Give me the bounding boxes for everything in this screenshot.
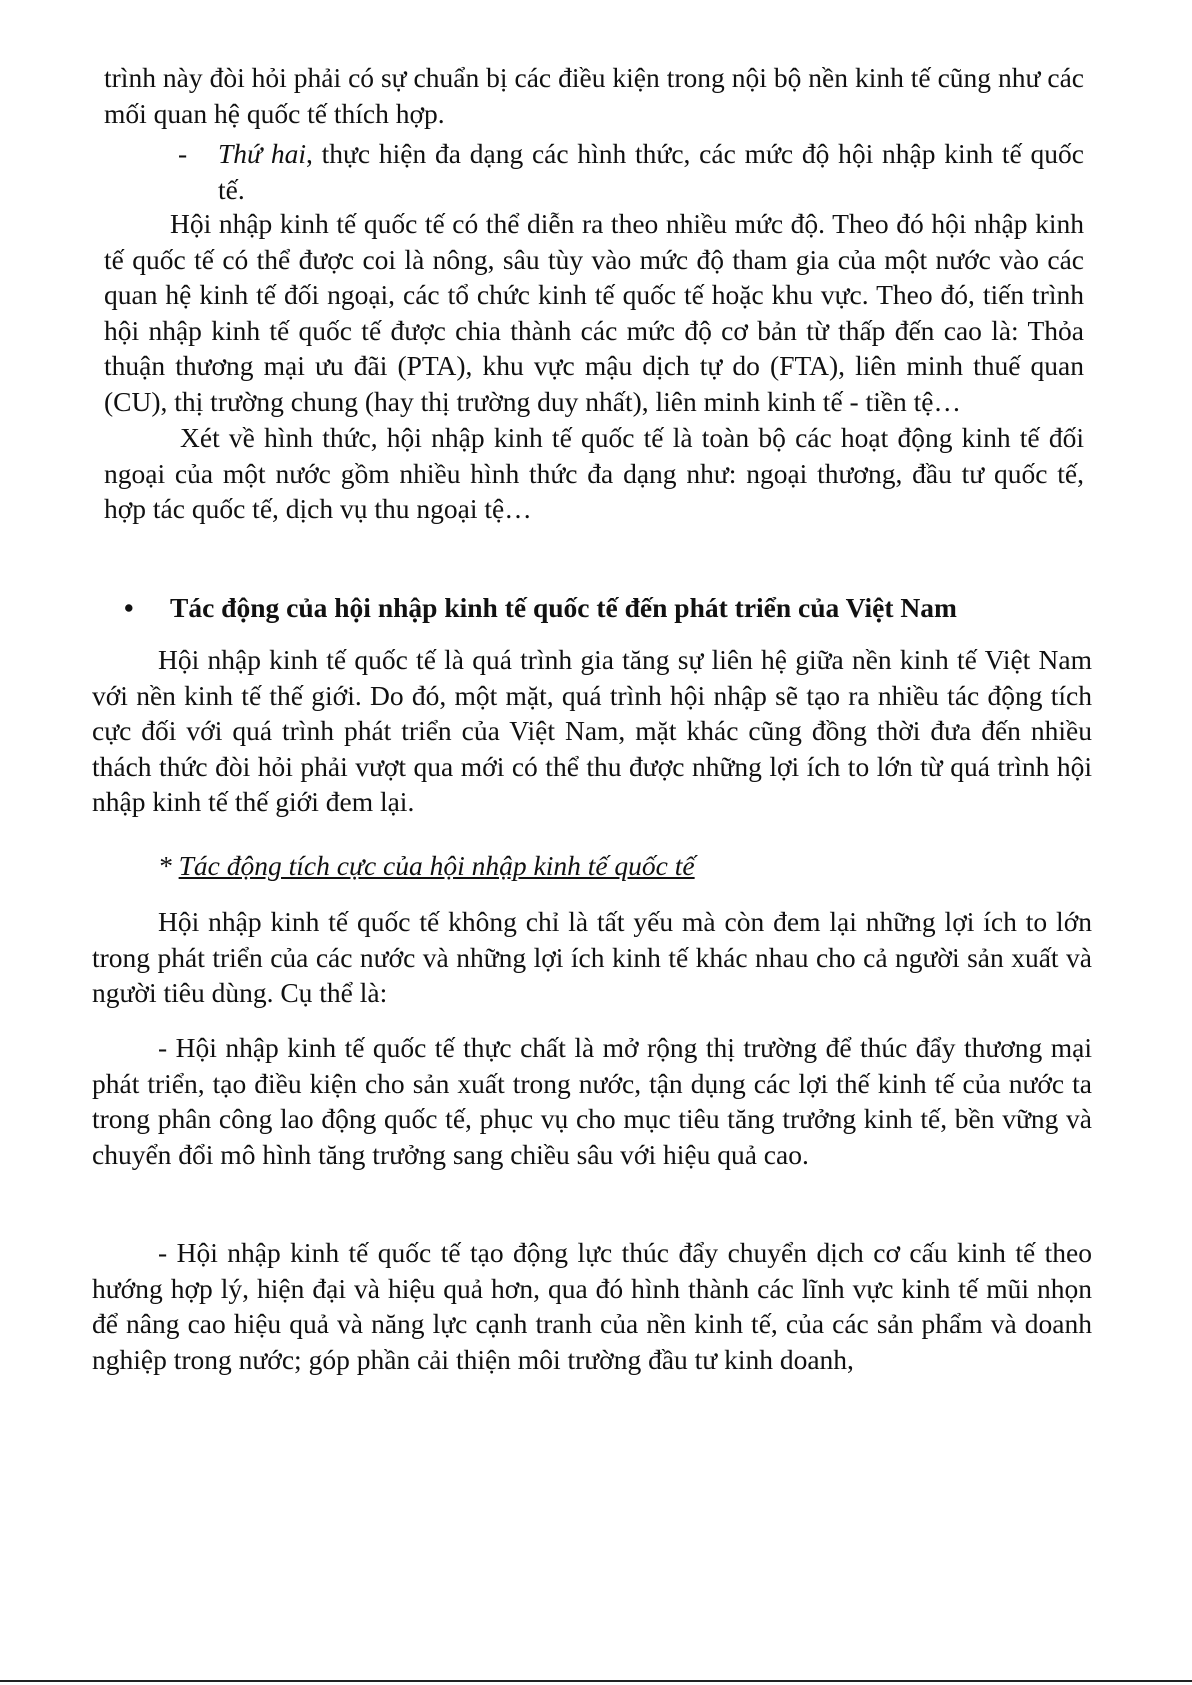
paragraph-levels: Hội nhập kinh tế quốc tế có thể diễn ra theo nhiều mức độ. Theo đó hội nhập kinh tế quốc tế có thể được coi là nông, sâu tùy vào mức độ tham gia của một nước vào các quan hệ kinh tế đối ngoại, các tổ chức kinh tế quốc tế hoặc khu vực. Theo đó, tiến trình hội nhập kinh tế quốc tế được chia thành các mức độ cơ bản từ thấp đến cao là: Thỏa thuận thương mại ưu đãi (PTA), khu vực mậu dịch tự do (FTA), liên minh thuế quan (CU), thị trường chung (hay thị trường duy nhất), liên minh kinh tế - tiền tệ… bbox=[104, 208, 1084, 417]
paragraph-forms: Xét về hình thức, hội nhập kinh tế quốc tế là toàn bộ các hoạt động kinh tế đối ngoại của một nước gồm nhiều hình thức đa dạng như: ngoại thương, đầu tư quốc tế, hợp tác quốc tế, dịch vụ thu ngoại tệ… bbox=[104, 422, 1084, 525]
list-item-text bbox=[218, 136, 1084, 207]
section-heading-text: Tác động của hội nhập kinh tế quốc tế đến phát triển của Việt Nam bbox=[170, 592, 957, 623]
dash-marker: - bbox=[178, 138, 188, 169]
paragraph-intro: Hội nhập kinh tế quốc tế là quá trình gia tăng sự liên hệ giữa nền kinh tế Việt Nam với nền kinh tế thế giới. Do đó, một mặt, quá trình hội nhập sẽ tạo ra nhiều tác động tích cực đối với quá trình phát triển của Việt Nam, mặt khác cũng đồng thời đưa đến nhiều thách thức đòi hỏi phải vượt qua mới có thể thu được những lợi ích to lớn từ quá trình hội nhập kinh tế thế giới đem lại. bbox=[92, 644, 1092, 818]
paragraph-point-1: - Hội nhập kinh tế quốc tế thực chất là mở rộng thị trường để thúc đẩy thương mại phát triển, tạo điều kiện cho sản xuất trong nước, tận dụng các lợi thế kinh tế của nước ta trong phân công lao động quốc tế, phục vụ cho mục tiêu tăng trưởng kinh tế, bền vững và chuyển đổi mô hình tăng trưởng sang chiều sâu với hiệu quả cao. bbox=[92, 1032, 1092, 1170]
list-item-rest: , thực hiện đa dạng các hình thức, các mức độ hội nhập kinh tế quốc tế. bbox=[218, 138, 1084, 205]
paragraph-continuation: trình này đòi hỏi phải có sự chuẩn bị các điều kiện trong nội bộ nền kinh tế cũng như các mối quan hệ quốc tế thích hợp. bbox=[104, 62, 1084, 129]
sub-heading bbox=[158, 848, 695, 884]
paragraph-point-2: - Hội nhập kinh tế quốc tế tạo động lực thúc đẩy chuyển dịch cơ cấu kinh tế theo hướng hợp lý, hiện đại và hiệu quả hơn, qua đó hình thành các lĩnh vực kinh tế mũi nhọn để nâng cao hiệu quả và năng lực cạnh tranh của nền kinh tế, của các sản phẩm và doanh nghiệp trong nước; góp phần cải thiện môi trường đầu tư kinh doanh, bbox=[92, 1237, 1092, 1375]
paragraph-benefits: Hội nhập kinh tế quốc tế không chỉ là tất yếu mà còn đem lại những lợi ích to lớn trong phát triển của các nước và những lợi ích kinh tế khác nhau cho cả người sản xuất và người tiêu dùng. Cụ thể là: bbox=[92, 906, 1092, 1009]
page-bottom-rule bbox=[0, 1680, 1192, 1682]
emphasis-lead: Thứ hai bbox=[218, 138, 306, 169]
star-marker: * bbox=[158, 850, 179, 881]
sub-heading-text: Tác động tích cực của hội nhập kinh tế quốc tế bbox=[178, 850, 695, 881]
bullet-icon: • bbox=[124, 592, 134, 623]
section-heading bbox=[124, 590, 1084, 626]
list-item-second bbox=[178, 136, 1084, 207]
